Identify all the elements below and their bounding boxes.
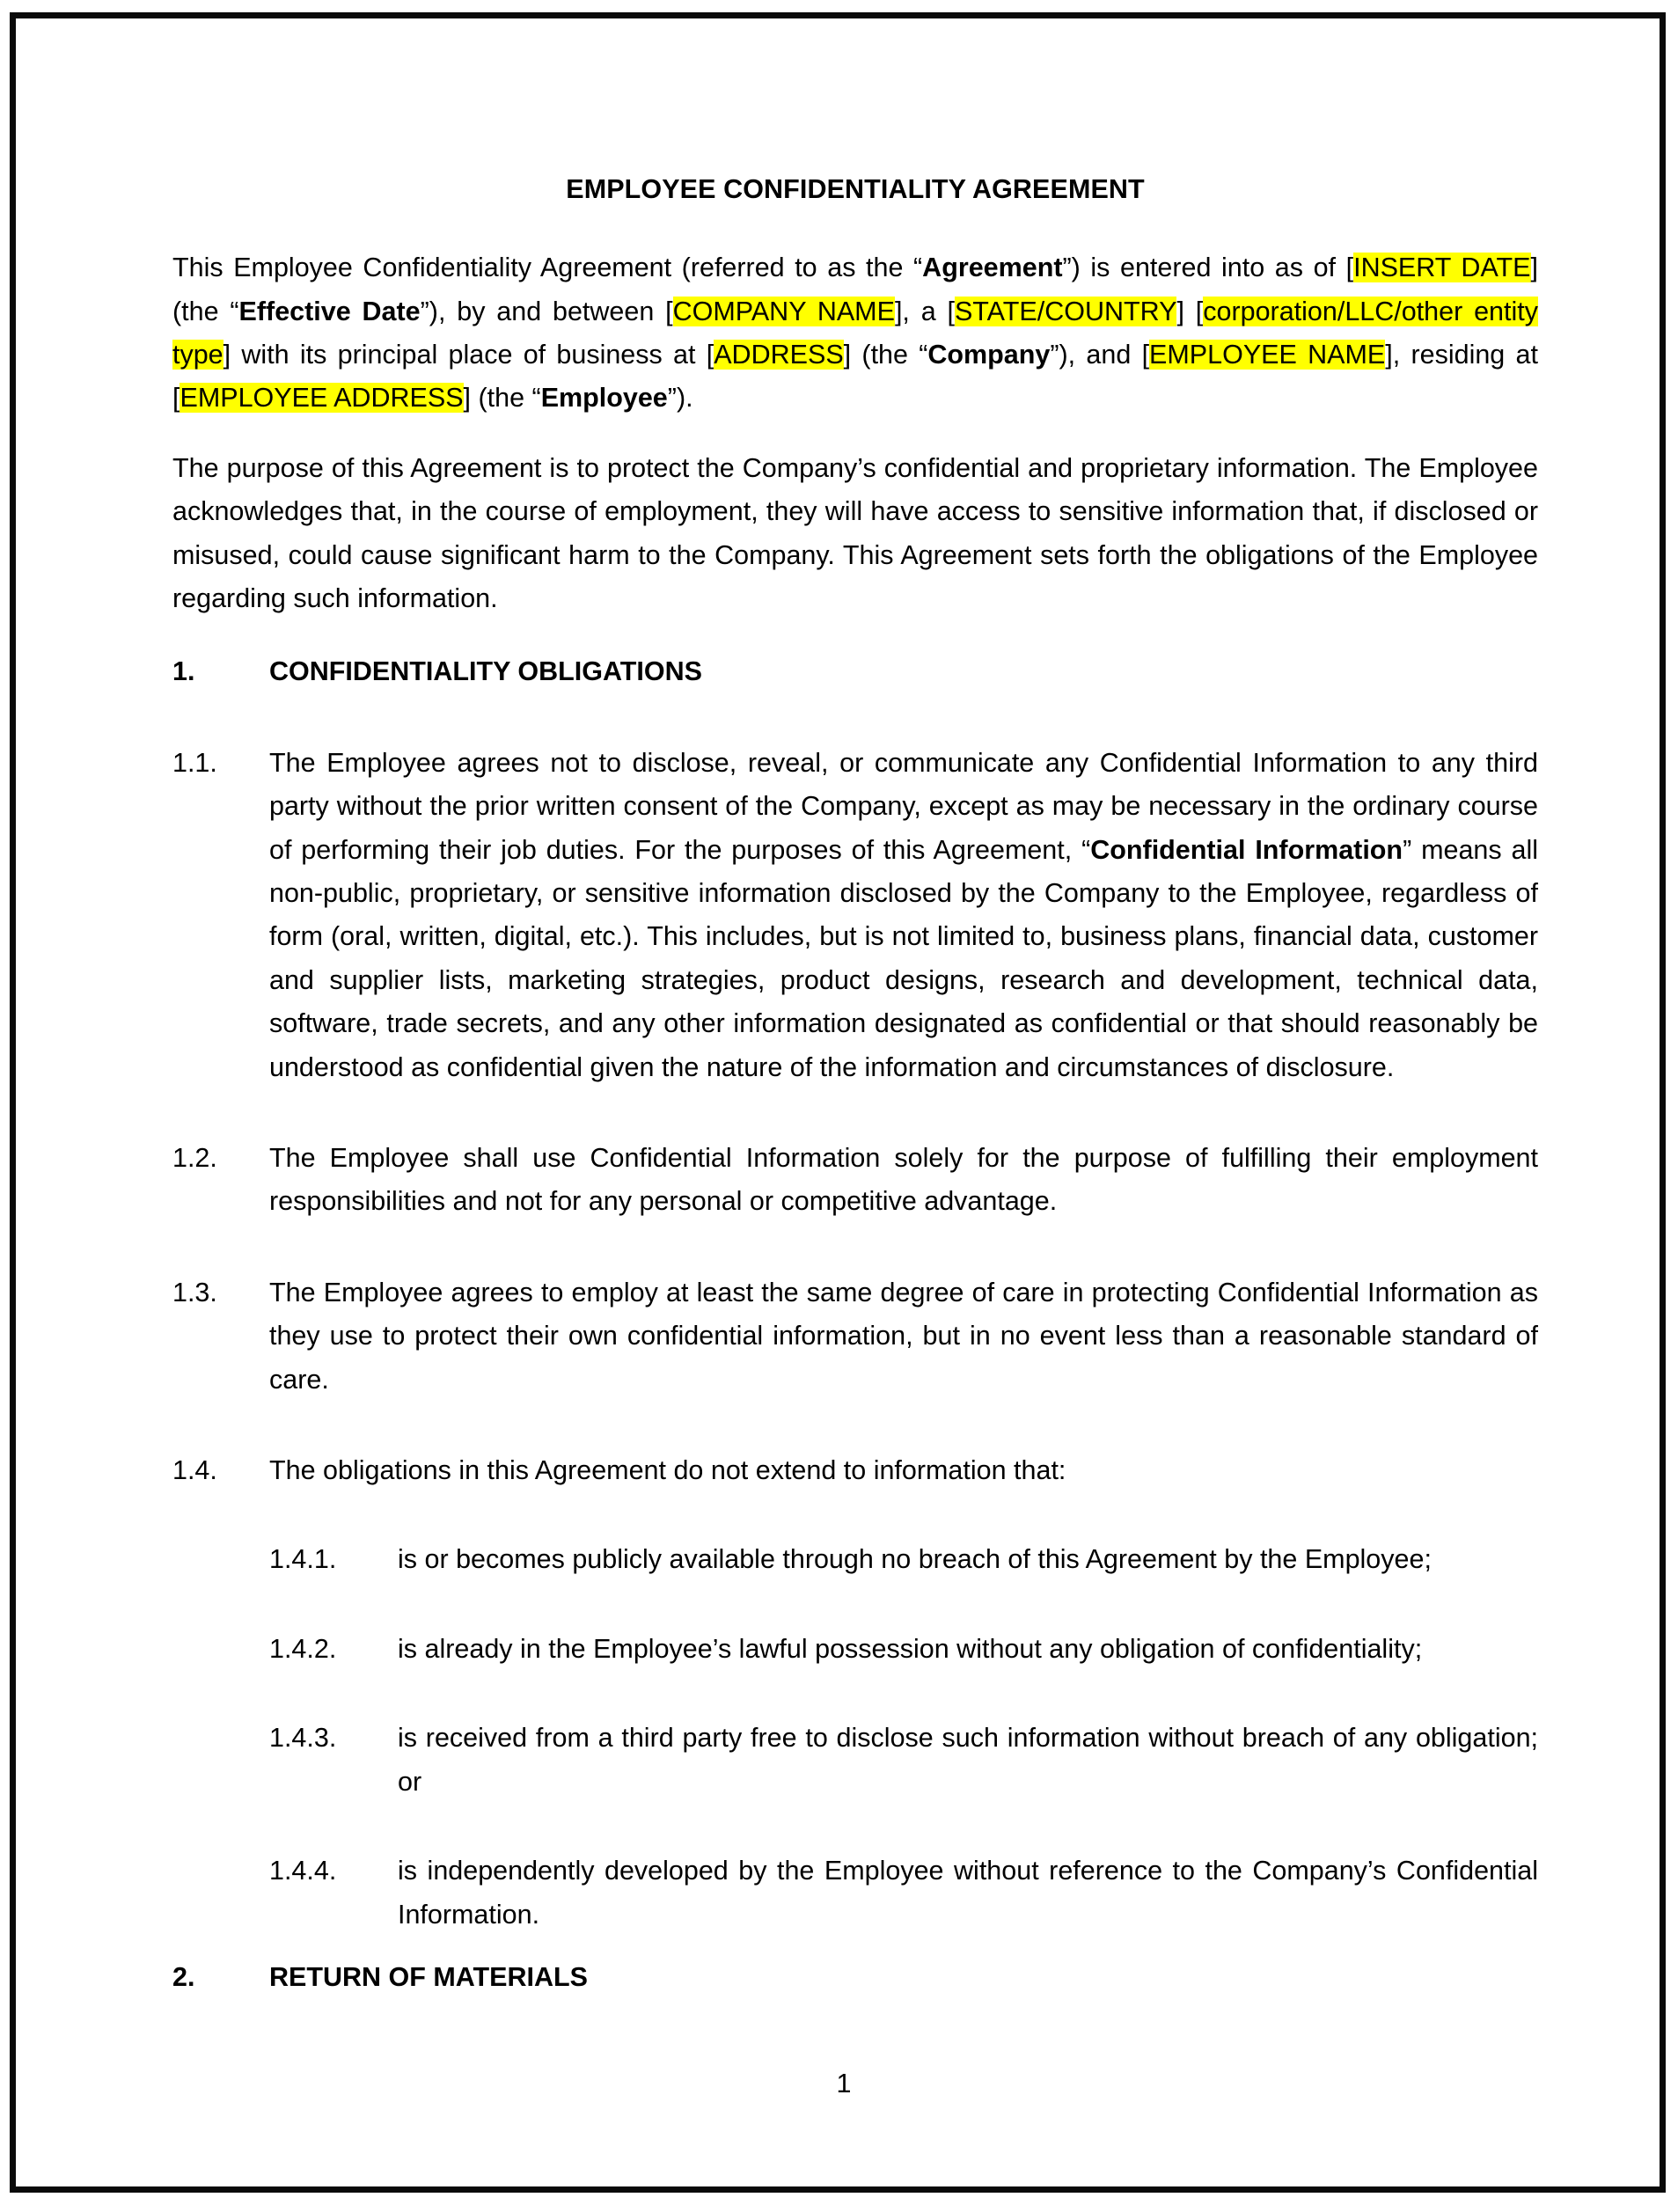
section-heading-2 <box>172 1956 1538 1999</box>
preamble-paragraph-1 <box>172 246 1538 421</box>
section-number-2: 2. <box>172 1961 195 1992</box>
clause-number-1-1: 1.1. <box>172 747 217 778</box>
subclause-1-4-3 <box>172 1717 1538 1804</box>
preamble-text-8: ] (the “ <box>843 339 928 370</box>
clause-1-1-text-part-2: ” means all non-public, proprietary, or sensitive information disclosed by the Company to the Employee, regardless of form (oral, written, digital, etc.). This includes, but is not limited to, business plans, financial data, customer and supplier lists, marketing strategies, product designs, research and development, technical data, software, trade secrets, and any other information designated as confidential or that should reasonably be understood as confidential given the nature of the information and circumstances of disclosure. <box>269 834 1538 1082</box>
preamble-paragraph-2: The purpose of this Agreement is to protect the Company’s confidential and proprietary information. The Employee acknowledges that, in the course of employment, they will have access to sensitive information that, if disclosed or misused, could cause significant harm to the Company. This Agreement sets forth the obligations of the Employee regarding such information. <box>172 452 1538 613</box>
page-title: EMPLOYEE CONFIDENTIALITY AGREEMENT <box>566 174 1145 204</box>
subclause-1-4-2 <box>172 1628 1538 1671</box>
clause-1-1-text-part-1: The Employee agrees not to disclose, reveal, or communicate any Confidential Information to any third party without the prior written consent of the Company, except as may be necessary in the ordinary course of performing their job duties. For the purposes of this Agreement, “ <box>269 747 1538 865</box>
preamble-text-11: ] (the “ <box>463 383 541 414</box>
section-number-1: 1. <box>172 656 195 687</box>
preamble-text-4: ”), by and between [ <box>420 296 673 326</box>
document-page <box>10 12 1666 2193</box>
subclause-1-4-1 <box>172 1538 1538 1581</box>
clause-text-1-2: The Employee shall use Confidential Information solely for the purpose of fulfilling their employment responsibilities and not for any personal or competitive advantage. <box>269 1143 1538 1217</box>
clause-number-1-3: 1.3. <box>172 1277 217 1307</box>
preamble-text-5: ], a [ <box>894 296 955 326</box>
section-title-2: RETURN OF MATERIALS <box>269 1961 589 1992</box>
subclause-number-1-4-2: 1.4.2. <box>269 1633 337 1664</box>
preamble-text-2: ”) is entered into as of [ <box>1062 253 1354 283</box>
page-number: 1 <box>836 2069 852 2098</box>
placeholder-state-country[interactable]: STATE/COUNTRY <box>954 296 1177 326</box>
placeholder-address[interactable]: ADDRESS <box>714 339 844 370</box>
clause-1-2 <box>172 1137 1538 1224</box>
clause-1-1 <box>172 742 1538 1089</box>
preamble-text-7: ] with its principal place of business at [ <box>223 339 714 370</box>
placeholder-employee-address[interactable]: EMPLOYEE ADDRESS <box>180 383 464 414</box>
clause-1-4 <box>172 1449 1538 1492</box>
subclause-text-1-4-1: is or becomes publicly available through no breach of this Agreement by the Employee; <box>398 1544 1432 1575</box>
preamble-text-1: This Employee Confidentiality Agreement (referred to as the “ <box>172 253 923 283</box>
clause-text-1-4: The obligations in this Agreement do not extend to information that: <box>269 1455 1066 1486</box>
clause-text-1-3: The Employee agrees to employ at least the same degree of care in protecting Confidential Information as they use to protect their own confidential information, but in no event less than a reasonable standard of care. <box>269 1277 1538 1395</box>
preamble-text-3: ] (the “ <box>172 253 1538 326</box>
clause-1-3 <box>172 1271 1538 1402</box>
placeholder-employee-name[interactable]: EMPLOYEE NAME <box>1149 339 1386 370</box>
section-title-1: CONFIDENTIALITY OBLIGATIONS <box>269 656 702 687</box>
clause-text-1-1 <box>269 742 1538 1089</box>
section-heading-1 <box>172 650 1538 693</box>
subclause-1-4-4 <box>172 1849 1538 1937</box>
clause-number-1-2: 1.2. <box>172 1143 217 1174</box>
preamble-text-9: ”), and [ <box>1050 339 1150 370</box>
placeholder-insert-date[interactable]: INSERT DATE <box>1353 253 1531 283</box>
preamble-text-10: ], residing at [ <box>172 339 1538 414</box>
subclause-number-1-4-4: 1.4.4. <box>269 1856 337 1886</box>
document-body <box>172 172 1538 1999</box>
subclause-number-1-4-1: 1.4.1. <box>269 1544 337 1575</box>
placeholder-company-name[interactable]: COMPANY NAME <box>672 296 895 326</box>
defined-term-agreement: Agreement <box>922 253 1063 283</box>
clause-number-1-4: 1.4. <box>172 1455 217 1486</box>
preamble-text-6: ] [ <box>1176 296 1204 326</box>
subclause-number-1-4-3: 1.4.3. <box>269 1723 337 1754</box>
defined-term-employee: Employee <box>540 383 668 414</box>
defined-term-company: Company <box>927 339 1051 370</box>
subclause-text-1-4-4: is independently developed by the Employee without reference to the Company’s Confidential Information. <box>398 1856 1538 1930</box>
subclause-text-1-4-3: is received from a third party free to disclose such information without breach of any obligation; or <box>398 1723 1538 1797</box>
defined-term-effective-date: Effective Date <box>238 296 421 326</box>
preamble-text-12: ”). <box>667 383 693 414</box>
defined-term-confidential-information: Confidential Information <box>1090 834 1403 865</box>
placeholder-entity-type[interactable]: corporation/LLC/other entity type <box>172 296 1538 370</box>
subclause-text-1-4-2: is already in the Employee’s lawful possession without any obligation of confidentiality; <box>398 1633 1423 1664</box>
